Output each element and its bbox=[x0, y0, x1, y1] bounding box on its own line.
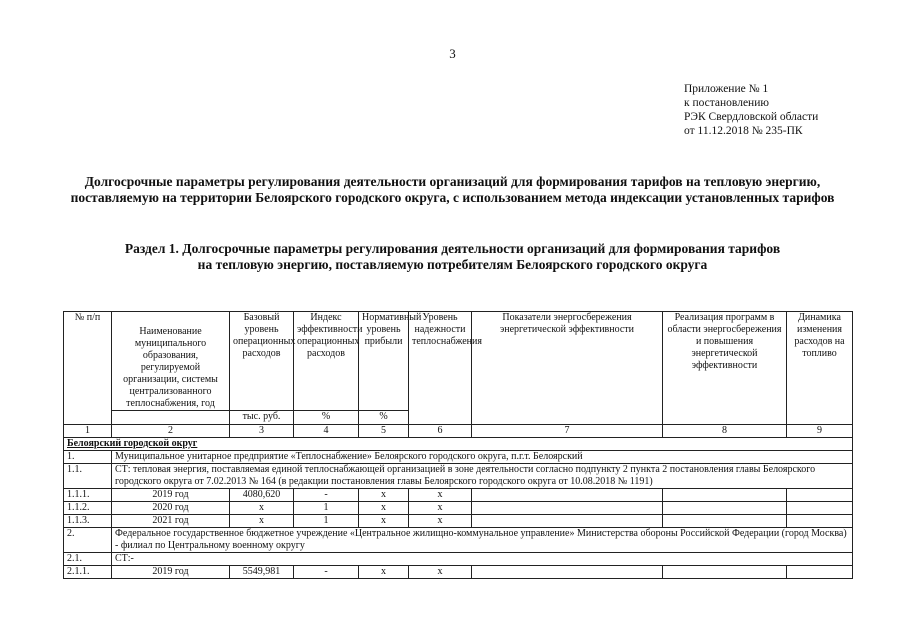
table-header-row bbox=[64, 312, 853, 411]
profit-level-cell: х bbox=[359, 489, 409, 502]
year-cell: 2020 год bbox=[112, 502, 230, 515]
organization-row bbox=[64, 528, 853, 553]
energy-saving-cell bbox=[472, 515, 663, 528]
energy-saving-cell bbox=[472, 566, 663, 579]
section-title-line: Раздел 1. Долгосрочные параметры регулирования деятельности организаций для формирования тарифов bbox=[124, 241, 781, 256]
organization-name: Муниципальное унитарное предприятие «Теплоснабжение» Белоярского городского округа, п.г.т. Белоярский bbox=[112, 451, 853, 464]
profit-level-cell: х bbox=[359, 566, 409, 579]
fuel-dynamics-cell bbox=[787, 502, 853, 515]
program-cell bbox=[663, 502, 787, 515]
row-number: 2.1.1. bbox=[64, 566, 112, 579]
section-title bbox=[60, 241, 845, 273]
organization-name: Федеральное государственное бюджетное учреждение «Центральное жилищно-коммунальное управление» Министерства обороны Российской Федерации (город Москва) - филиал по Центральному военному округу bbox=[112, 528, 853, 553]
fuel-dynamics-cell bbox=[787, 566, 853, 579]
column-number: 2 bbox=[112, 425, 230, 438]
base-cost-cell: х bbox=[230, 502, 294, 515]
appendix-line: к постановлению bbox=[684, 97, 769, 109]
column-number: 4 bbox=[294, 425, 359, 438]
table-row bbox=[64, 566, 853, 579]
units-cell: % bbox=[359, 411, 409, 425]
reliability-cell: х bbox=[409, 566, 472, 579]
row-number: 2. bbox=[64, 528, 112, 553]
municipality-row bbox=[64, 438, 853, 451]
energy-saving-cell bbox=[472, 502, 663, 515]
municipality-cell bbox=[64, 438, 853, 451]
column-number: 5 bbox=[359, 425, 409, 438]
year-cell: 2019 год bbox=[112, 566, 230, 579]
fuel-dynamics-cell bbox=[787, 515, 853, 528]
municipality-name: Белоярский городской округ bbox=[67, 438, 198, 449]
column-number: 3 bbox=[230, 425, 294, 438]
program-cell bbox=[663, 489, 787, 502]
header-cell: Наименование муниципального образования, регулируемой организации, системы централизованного теплоснабжения, год bbox=[112, 312, 230, 411]
header-cell: Реализация программ в области энергосбережения и повышения энергетической эффективности bbox=[663, 312, 787, 425]
column-number: 8 bbox=[663, 425, 787, 438]
header-cell: Индекс эффективности операционных расходов bbox=[294, 312, 359, 411]
program-cell bbox=[663, 566, 787, 579]
reliability-cell: х bbox=[409, 502, 472, 515]
reliability-cell: х bbox=[409, 515, 472, 528]
row-number: 2.1. bbox=[64, 553, 112, 566]
row-number: 1.1.3. bbox=[64, 515, 112, 528]
row-number: 1. bbox=[64, 451, 112, 464]
header-cell: Нормативный уровень прибыли bbox=[359, 312, 409, 411]
header-cell: Базовый уровень операционных расходов bbox=[230, 312, 294, 411]
efficiency-index-cell: 1 bbox=[294, 502, 359, 515]
system-description: СТ:- bbox=[112, 553, 853, 566]
reliability-cell: х bbox=[409, 489, 472, 502]
system-row bbox=[64, 464, 853, 489]
parameters-table bbox=[63, 311, 853, 579]
profit-level-cell: х bbox=[359, 515, 409, 528]
row-number: 1.1.2. bbox=[64, 502, 112, 515]
appendix-line: Приложение № 1 bbox=[684, 83, 769, 95]
appendix-block bbox=[684, 82, 818, 138]
program-cell bbox=[663, 515, 787, 528]
efficiency-index-cell: - bbox=[294, 566, 359, 579]
units-cell bbox=[112, 411, 230, 425]
appendix-line: от 11.12.2018 № 235-ПК bbox=[684, 125, 803, 137]
base-cost-cell: 5549,981 bbox=[230, 566, 294, 579]
row-number: 1.1. bbox=[64, 464, 112, 489]
fuel-dynamics-cell bbox=[787, 489, 853, 502]
table-row bbox=[64, 515, 853, 528]
section-title-line: на тепловую энергию, поставляемую потребителям Белоярского городского округа bbox=[197, 257, 708, 272]
efficiency-index-cell: - bbox=[294, 489, 359, 502]
base-cost-cell: 4080,620 bbox=[230, 489, 294, 502]
energy-saving-cell bbox=[472, 489, 663, 502]
header-cell: Уровень надежности теплоснабжения bbox=[409, 312, 472, 425]
units-cell: % bbox=[294, 411, 359, 425]
table-row bbox=[64, 489, 853, 502]
column-number: 1 bbox=[64, 425, 112, 438]
appendix-line: РЭК Свердловской области bbox=[684, 111, 819, 123]
document-title: Долгосрочные параметры регулирования деятельности организаций для формирования тарифов на тепловую энергию, поставляемую на территории Белоярского городского округа, с использованием метода индексации установленных тарифов bbox=[70, 174, 835, 205]
organization-row bbox=[64, 451, 853, 464]
column-number: 7 bbox=[472, 425, 663, 438]
column-number-row bbox=[64, 425, 853, 438]
page-number: 3 bbox=[449, 46, 456, 61]
row-number: 1.1.1. bbox=[64, 489, 112, 502]
units-cell: тыс. руб. bbox=[230, 411, 294, 425]
base-cost-cell: х bbox=[230, 515, 294, 528]
column-number: 9 bbox=[787, 425, 853, 438]
year-cell: 2019 год bbox=[112, 489, 230, 502]
system-row bbox=[64, 553, 853, 566]
header-cell: Динамика изменения расходов на топливо bbox=[787, 312, 853, 425]
efficiency-index-cell: 1 bbox=[294, 515, 359, 528]
year-cell: 2021 год bbox=[112, 515, 230, 528]
table-row bbox=[64, 502, 853, 515]
header-cell: Показатели энергосбережения энергетической эффективности bbox=[472, 312, 663, 425]
profit-level-cell: х bbox=[359, 502, 409, 515]
header-cell: № п/п bbox=[64, 312, 112, 425]
column-number: 6 bbox=[409, 425, 472, 438]
system-description: СТ: тепловая энергия, поставляемая единой теплоснабжающей организацией в зоне деятельности согласно подпункту 2 пункта 2 постановления главы Белоярского городского округа от 7.02.2013 № 164 (в редакции постановления главы Белоярского городского округа от 10.08.2018 № 1191) bbox=[112, 464, 853, 489]
